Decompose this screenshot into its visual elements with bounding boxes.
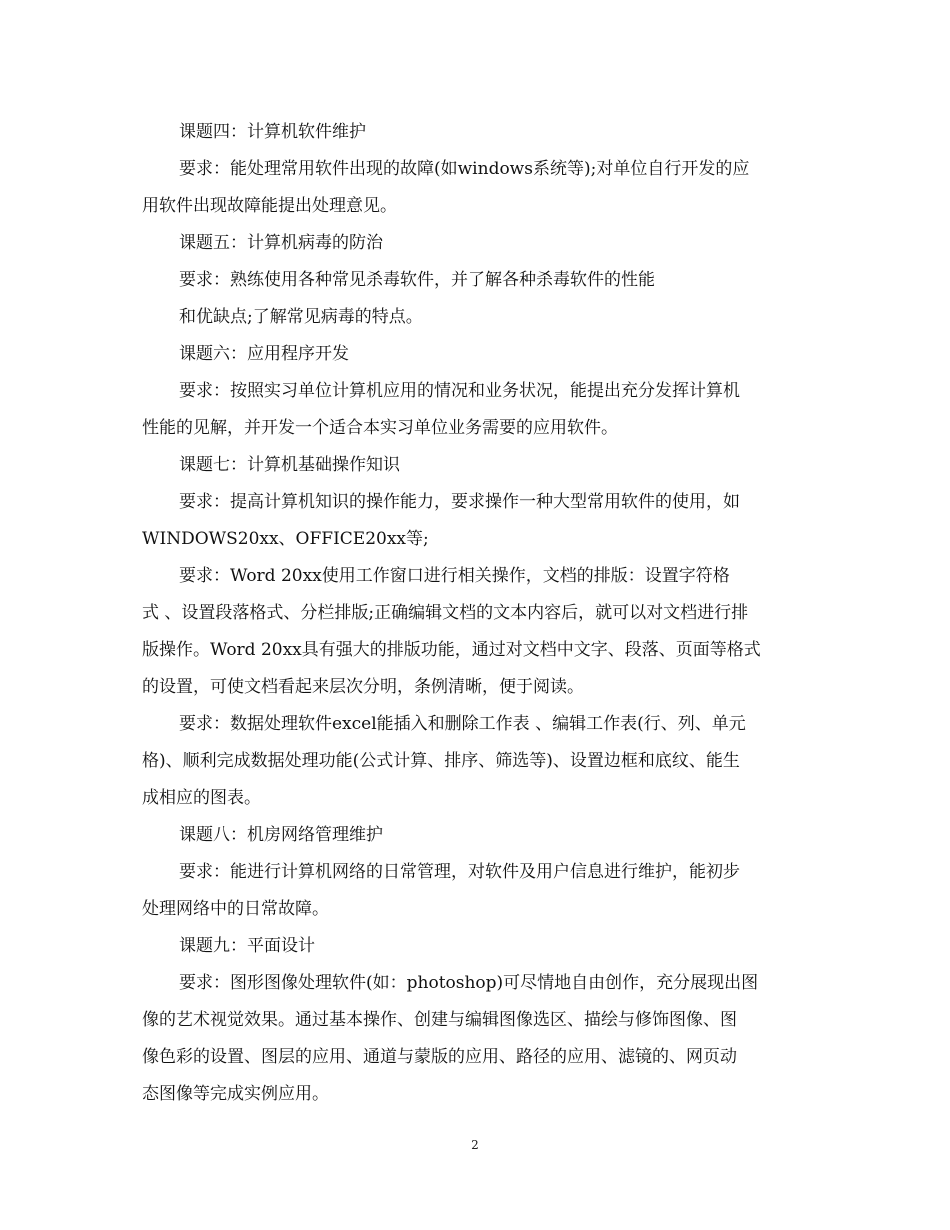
text-line: 要求：提高计算机知识的操作能力，要求操作一种大型常用软件的使用，如	[179, 492, 740, 512]
text-line: 的设置，可使文档看起来层次分明，条例清晰，便于阅读。	[142, 677, 584, 697]
text-line: 要求：数据处理软件excel能插入和删除工作表 、编辑工作表(行、列、单元	[179, 714, 746, 734]
text-line: WINDOWS20xx、OFFICE20xx等;	[142, 529, 429, 549]
text-line: 版操作。Word 20xx具有强大的排版功能，通过对文档中文字、段落、页面等格式	[142, 640, 761, 660]
text-line: 课题六：应用程序开发	[179, 344, 349, 364]
text-line: 要求：Word 20xx使用工作窗口进行相关操作，文档的排版：设置字符格	[179, 566, 730, 586]
text-line: 课题五：计算机病毒的防治	[179, 233, 383, 253]
text-line: 像色彩的设置、图层的应用、通道与蒙版的应用、路径的应用、滤镜的、网页动	[142, 1047, 737, 1067]
paragraph-word-requirement	[142, 558, 812, 706]
paragraph-topic-7-requirement	[142, 484, 812, 558]
paragraph-topic-8-title	[142, 817, 812, 854]
paragraph-topic-9-requirement	[142, 965, 812, 1113]
paragraph-topic-4-requirement	[142, 151, 812, 225]
paragraph-topic-5-title	[142, 225, 812, 262]
text-line: 用软件出现故障能提出处理意见。	[142, 196, 397, 216]
paragraph-topic-8-requirement	[142, 854, 812, 928]
paragraph-topic-6-requirement	[142, 373, 812, 447]
paragraph-topic-6-title	[142, 336, 812, 373]
page-number: 2	[471, 1138, 479, 1152]
text-line: 式 、设置段落格式、分栏排版;正确编辑文档的文本内容后，就可以对文档进行排	[142, 603, 749, 623]
text-line: 课题四：计算机软件维护	[179, 122, 366, 142]
text-line: 成相应的图表。	[142, 788, 261, 808]
document-body	[142, 114, 812, 1113]
text-line: 处理网络中的日常故障。	[142, 899, 329, 919]
text-line: 格)、顺利完成数据处理功能(公式计算、排序、筛选等)、设置边框和底纹、能生	[142, 751, 740, 771]
paragraph-topic-7-title	[142, 447, 812, 484]
paragraph-topic-5-requirement	[142, 262, 812, 299]
text-line: 课题八：机房网络管理维护	[179, 825, 383, 845]
paragraph-topic-5-requirement-cont	[142, 299, 812, 336]
paragraph-excel-requirement	[142, 706, 812, 817]
text-line: 课题九：平面设计	[179, 936, 315, 956]
text-line: 要求：按照实习单位计算机应用的情况和业务状况，能提出充分发挥计算机	[179, 381, 740, 401]
text-line: 要求：能处理常用软件出现的故障(如windows系统等);对单位自行开发的应	[179, 159, 750, 179]
text-line: 要求：图形图像处理软件(如：photoshop)可尽情地自由创作，充分展现出图	[179, 973, 759, 993]
text-line: 态图像等完成实例应用。	[142, 1084, 329, 1104]
text-line: 和优缺点;了解常见病毒的特点。	[179, 307, 423, 327]
paragraph-topic-9-title	[142, 928, 812, 965]
text-line: 像的艺术视觉效果。通过基本操作、创建与编辑图像选区、描绘与修饰图像、图	[142, 1010, 737, 1030]
text-line: 要求：能进行计算机网络的日常管理，对软件及用户信息进行维护，能初步	[179, 862, 740, 882]
text-line: 课题七：计算机基础操作知识	[179, 455, 400, 475]
text-line: 要求：熟练使用各种常见杀毒软件，并了解各种杀毒软件的性能	[179, 270, 655, 290]
paragraph-topic-4-title	[142, 114, 812, 151]
text-line: 性能的见解，并开发一个适合本实习单位业务需要的应用软件。	[142, 418, 618, 438]
